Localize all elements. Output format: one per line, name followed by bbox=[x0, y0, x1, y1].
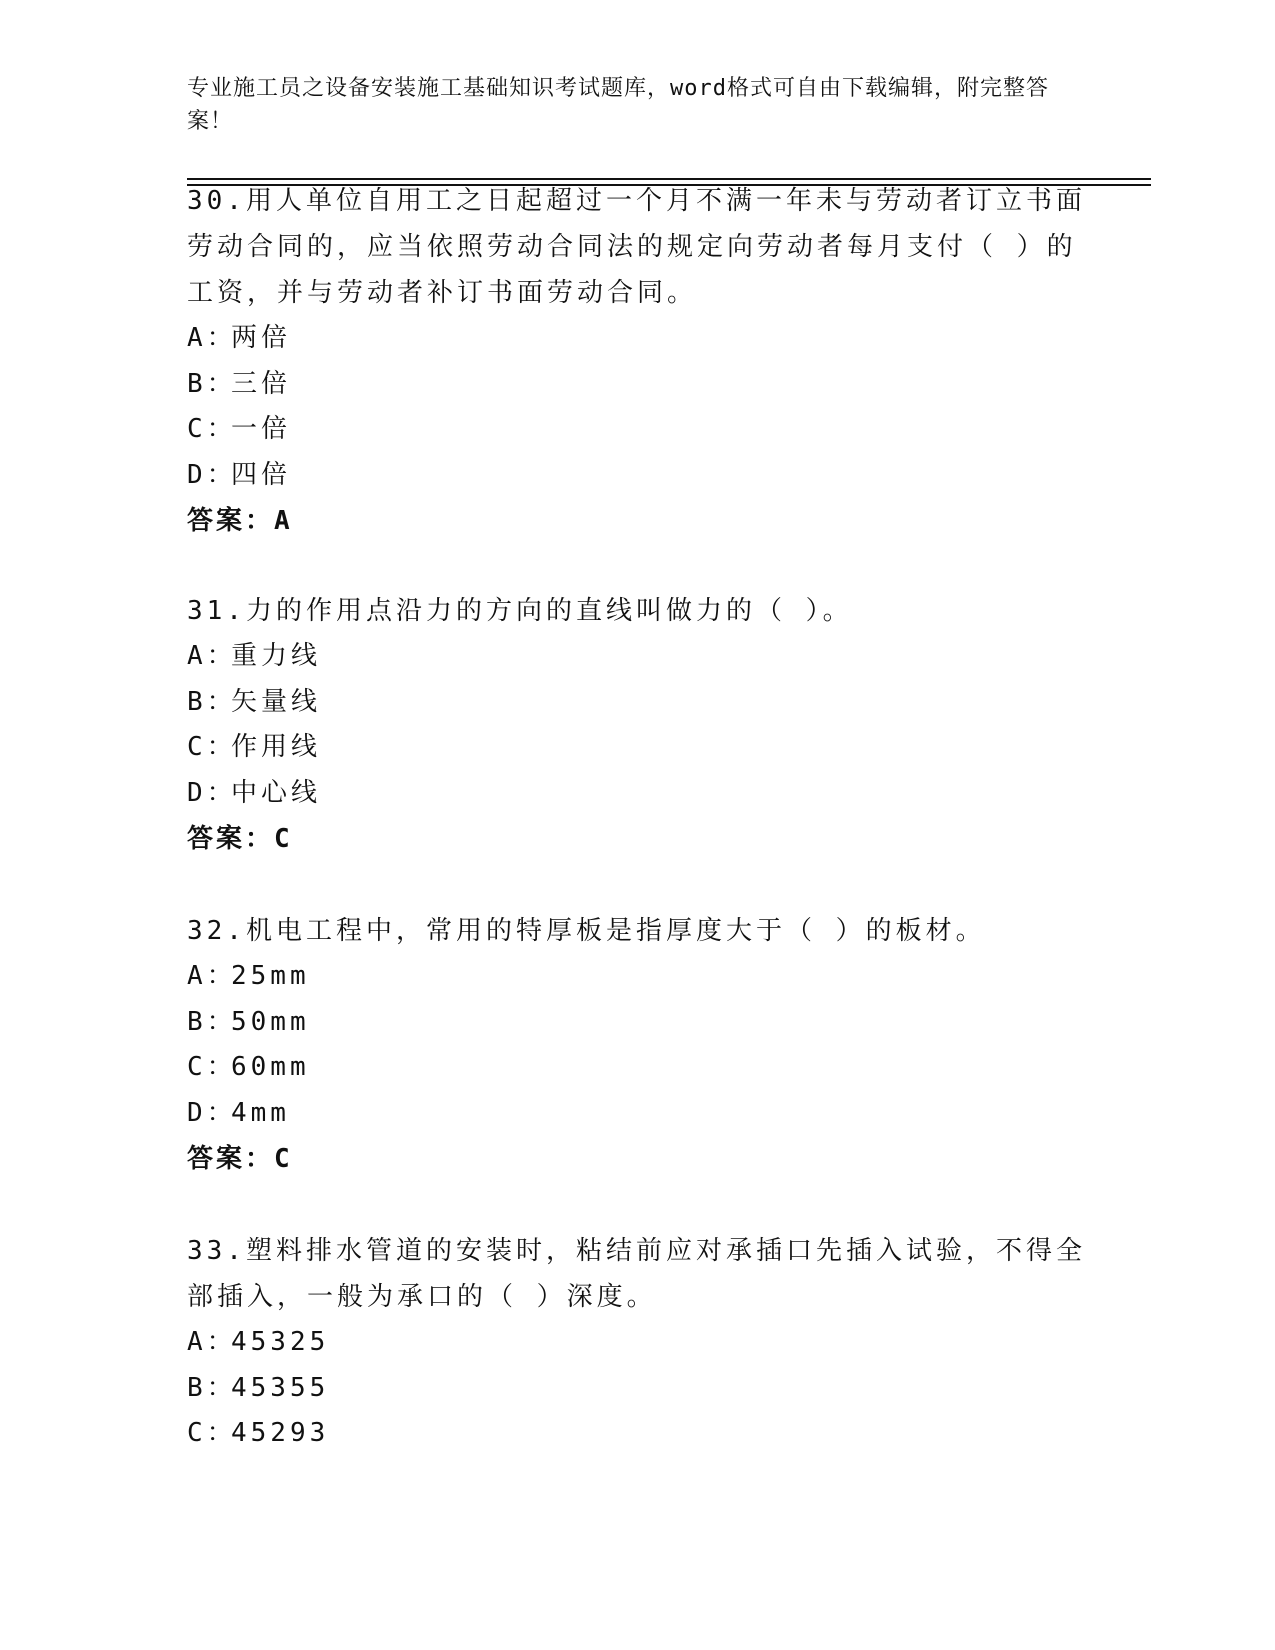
option-c bbox=[187, 725, 1087, 771]
option-text: 50mm bbox=[231, 1006, 310, 1037]
option-b bbox=[187, 680, 1087, 726]
option-text: 45355 bbox=[231, 1372, 330, 1403]
option-key: C： bbox=[187, 1418, 237, 1448]
option-text: 4mm bbox=[231, 1097, 290, 1128]
option-key: B： bbox=[187, 368, 237, 399]
option-key: A： bbox=[187, 641, 237, 671]
answer-label: 答案：C bbox=[187, 824, 293, 854]
option-b bbox=[187, 1000, 1087, 1046]
question-stem: 33.塑料排水管道的安装时，粘结前应对承插口先插入试验，不得全部插入，一般为承口的（ ）深度。 bbox=[187, 1236, 1086, 1312]
option-text: 两倍 bbox=[231, 323, 292, 353]
question-stem: 32.机电工程中，常用的特厚板是指厚度大于（ ）的板材。 bbox=[187, 916, 986, 946]
option-d bbox=[187, 1091, 1087, 1137]
option-text: 三倍 bbox=[231, 368, 292, 399]
option-d bbox=[187, 453, 1087, 499]
question-33 bbox=[187, 1228, 1087, 1457]
option-text: 45325 bbox=[231, 1327, 330, 1357]
answer-label: 答案：C bbox=[187, 1144, 293, 1174]
option-key: B： bbox=[187, 1372, 237, 1403]
option-text: 四倍 bbox=[231, 459, 292, 490]
option-text: 一倍 bbox=[231, 414, 292, 444]
option-c bbox=[187, 407, 1087, 453]
option-key: C： bbox=[187, 414, 237, 444]
option-text: 60mm bbox=[231, 1052, 310, 1082]
question-32 bbox=[187, 908, 1087, 1182]
document-header: 专业施工员之设备安装施工基础知识考试题库，word格式可自由下载编辑，附完整答案！ bbox=[187, 76, 1049, 134]
question-stem: 31.力的作用点沿力的方向的直线叫做力的（ ）。 bbox=[187, 596, 853, 626]
option-key: D： bbox=[187, 1097, 237, 1128]
option-a bbox=[187, 634, 1087, 680]
option-key: A： bbox=[187, 961, 237, 991]
question-stem: 30.用人单位自用工之日起超过一个月不满一年未与劳动者订立书面劳动合同的，应当依照劳动合同法的规定向劳动者每月支付（ ）的工资，并与劳动者补订书面劳动合同。 bbox=[187, 186, 1086, 308]
option-key: B： bbox=[187, 1006, 237, 1037]
option-text: 矢量线 bbox=[231, 686, 322, 717]
option-text: 25mm bbox=[231, 961, 310, 991]
question-31 bbox=[187, 588, 1087, 862]
option-a bbox=[187, 1320, 1087, 1366]
option-key: D： bbox=[187, 777, 237, 808]
option-key: A： bbox=[187, 1327, 237, 1357]
question-30 bbox=[187, 178, 1087, 544]
option-key: A： bbox=[187, 323, 237, 353]
answer-label: 答案：A bbox=[187, 506, 293, 536]
option-key: B： bbox=[187, 686, 237, 717]
option-key: D： bbox=[187, 459, 237, 490]
option-c bbox=[187, 1411, 1087, 1457]
option-text: 中心线 bbox=[231, 777, 322, 808]
option-a bbox=[187, 316, 1087, 362]
option-a bbox=[187, 954, 1087, 1000]
option-text: 重力线 bbox=[231, 641, 322, 671]
option-key: C： bbox=[187, 732, 237, 762]
option-text: 作用线 bbox=[231, 732, 322, 762]
option-c bbox=[187, 1045, 1087, 1091]
option-b bbox=[187, 1366, 1087, 1412]
option-key: C： bbox=[187, 1052, 237, 1082]
option-d bbox=[187, 771, 1087, 817]
option-text: 45293 bbox=[231, 1418, 330, 1448]
option-b bbox=[187, 362, 1087, 408]
